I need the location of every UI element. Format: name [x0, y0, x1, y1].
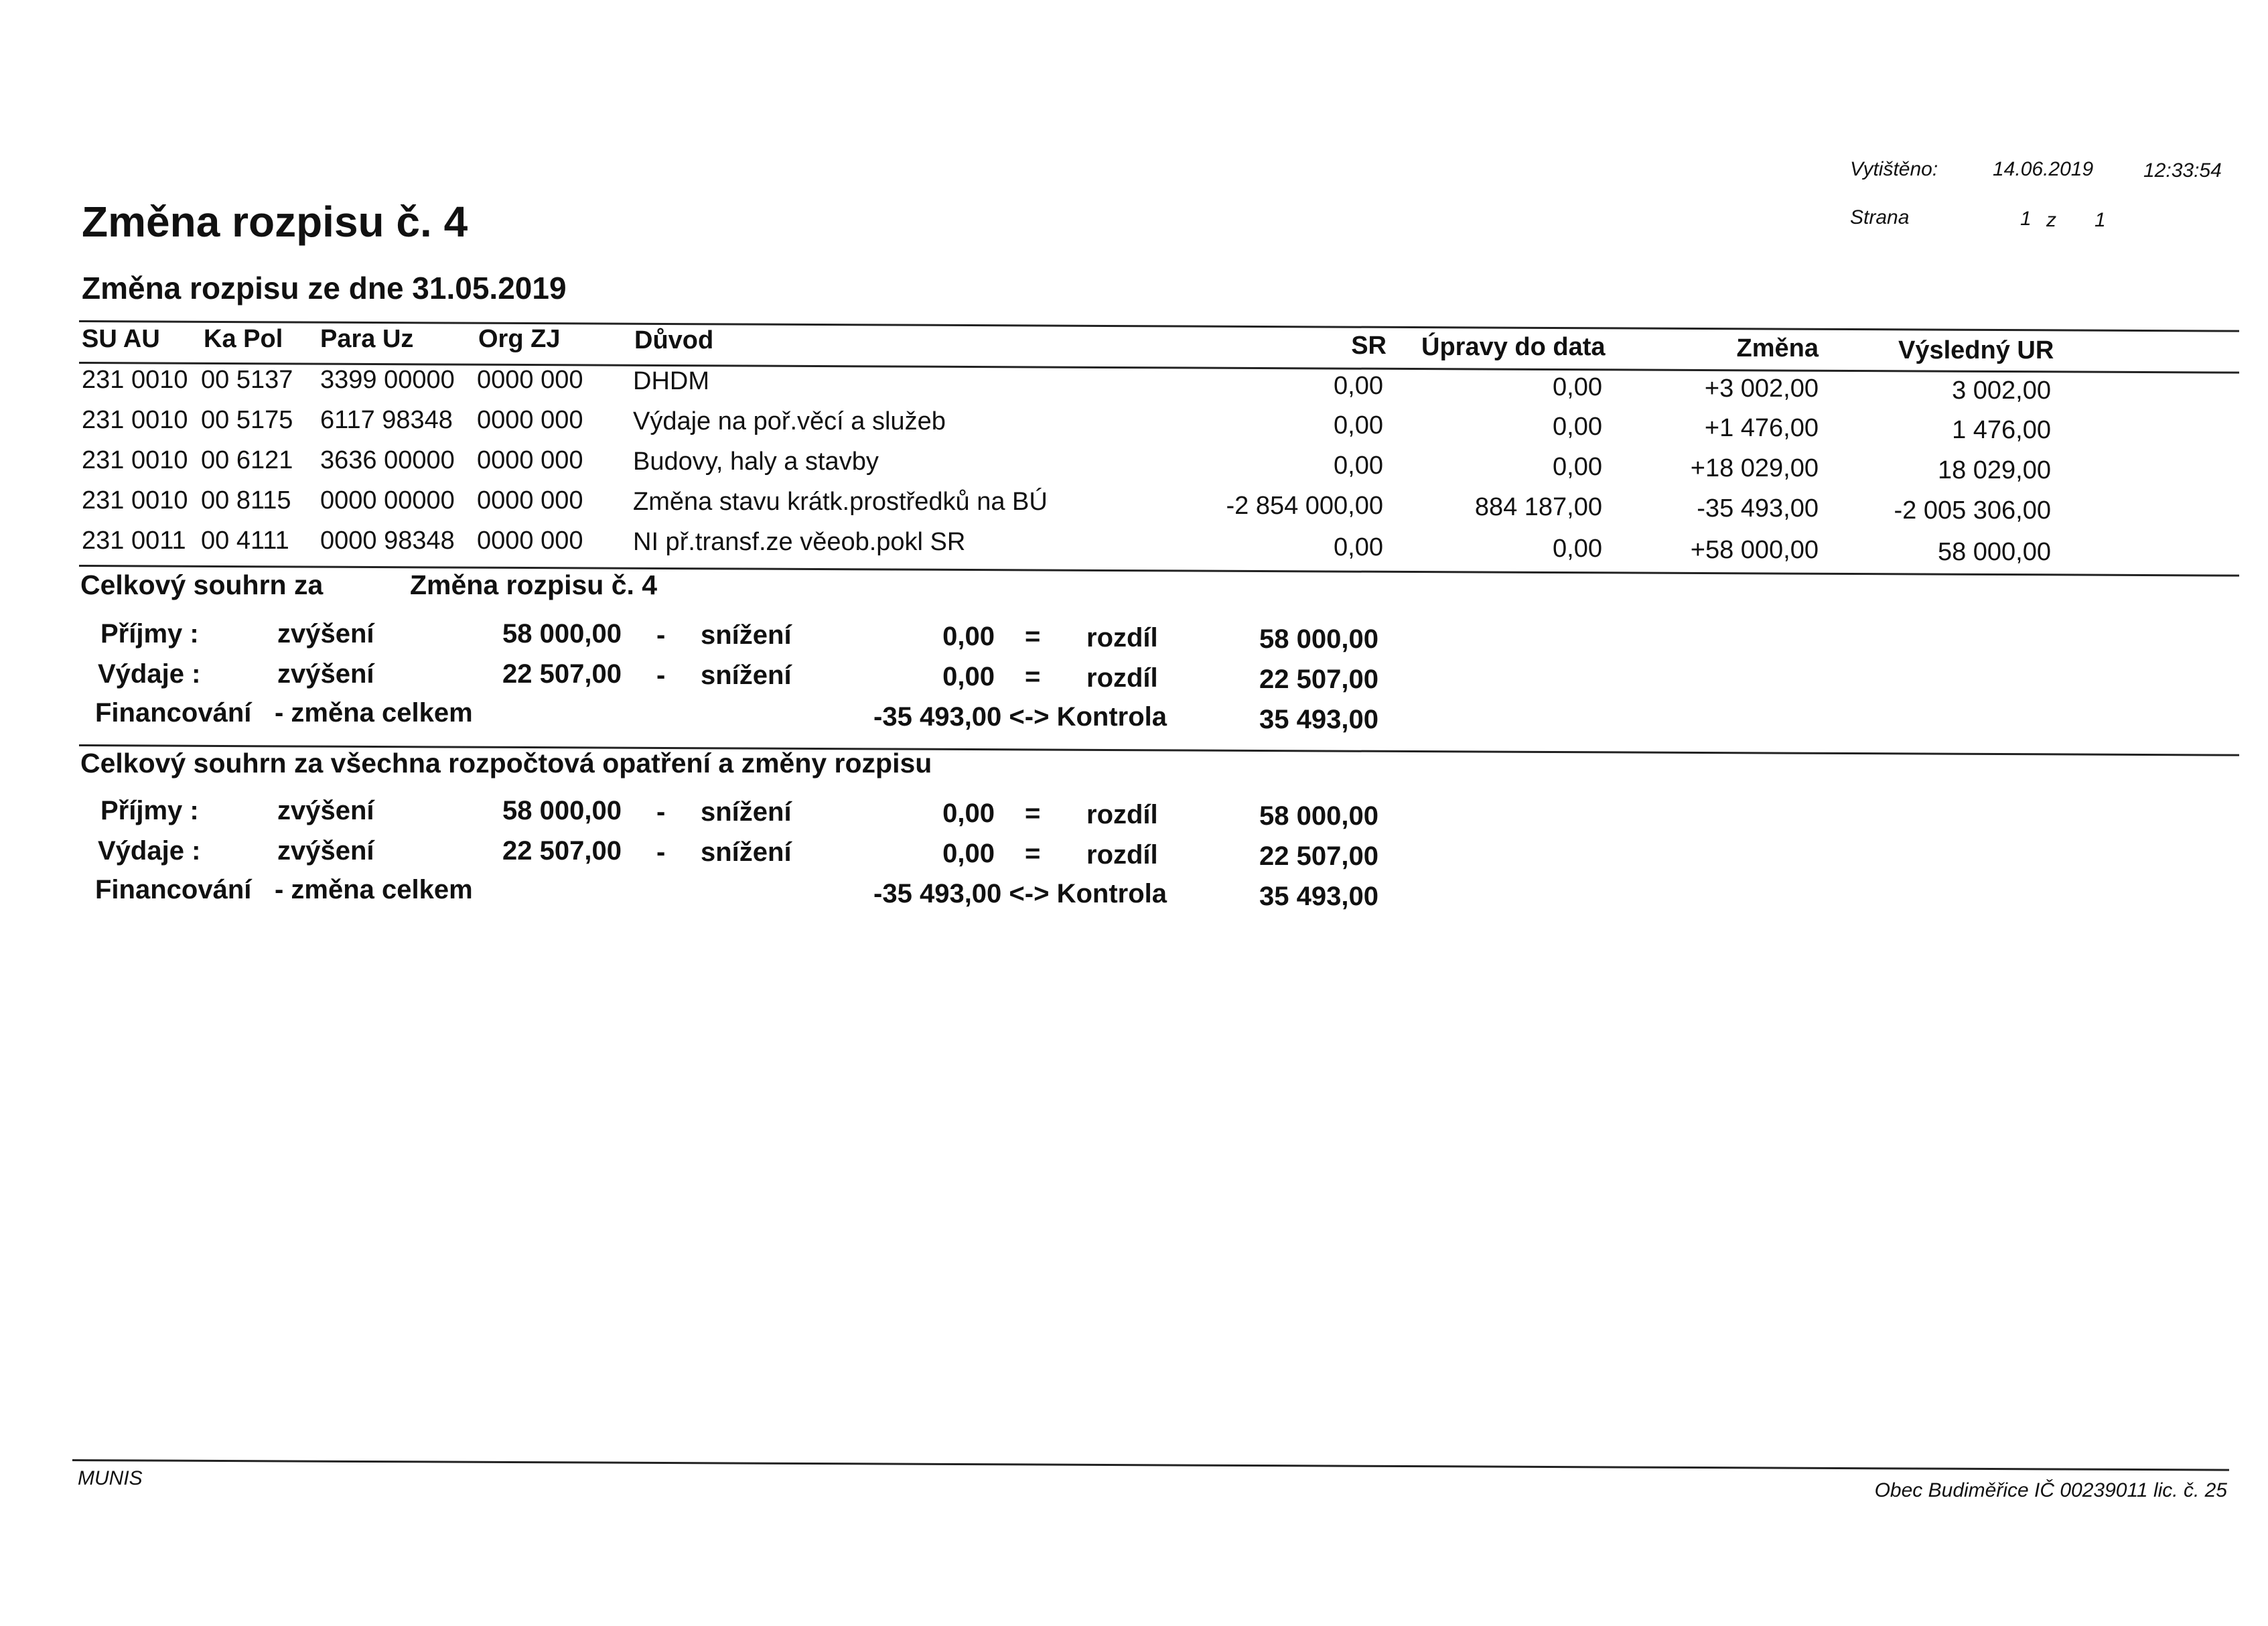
- prijmy-increase-label: zvýšení: [277, 796, 374, 825]
- vydaje-diff: 22 507,00: [1259, 665, 1378, 694]
- cell-zmena: +18 029,00: [1690, 454, 1819, 482]
- col-para-uz: Para Uz: [320, 325, 414, 353]
- footer-rule: [72, 1459, 2229, 1471]
- cell-vysledny: -2 005 306,00: [1894, 496, 2051, 525]
- prijmy-label: Příjmy :: [100, 796, 199, 825]
- vydaje-minus: -: [656, 661, 666, 690]
- col-org-zj: Org ZJ: [478, 325, 561, 353]
- prijmy-decrease: 0,00: [942, 622, 995, 651]
- vydaje-increase: 22 507,00: [502, 836, 622, 866]
- cell-org-zj: 0000 000: [477, 366, 583, 394]
- cell-org-zj: 0000 000: [477, 486, 583, 515]
- financovani-value: -35 493,00 <-> Kontrola: [873, 702, 1167, 732]
- cell-para-uz: 3636 00000: [320, 446, 455, 474]
- col-duvod: Důvod: [634, 326, 714, 354]
- vydaje-diff-label: rozdíl: [1086, 663, 1158, 693]
- cell-su-au: 231 0011: [82, 527, 186, 555]
- cell-zmena: +3 002,00: [1704, 375, 1819, 403]
- cell-upravy: 0,00: [1553, 453, 1602, 481]
- cell-ka-pol: 00 5175: [201, 406, 293, 434]
- cell-para-uz: 0000 00000: [320, 486, 455, 515]
- printed-date: 14.06.2019: [1993, 158, 2094, 180]
- printed-time: 12:33:54: [2143, 159, 2222, 182]
- cell-sr: -2 854 000,00: [1226, 492, 1383, 520]
- prijmy-increase-label: zvýšení: [277, 619, 374, 649]
- vydaje-increase-label: zvýšení: [277, 836, 374, 866]
- cell-org-zj: 0000 000: [477, 446, 583, 474]
- cell-org-zj: 0000 000: [477, 406, 583, 434]
- prijmy-label: Příjmy :: [100, 619, 199, 649]
- footer-software: MUNIS: [78, 1467, 143, 1489]
- col-upravy: Úpravy do data: [1421, 333, 1606, 361]
- cell-para-uz: 6117 98348: [320, 406, 453, 434]
- cell-para-uz: 0000 98348: [320, 527, 455, 555]
- cell-vysledny: 3 002,00: [1952, 377, 2051, 405]
- cell-ka-pol: 00 5137: [201, 366, 293, 394]
- vydaje-increase: 22 507,00: [502, 659, 622, 689]
- page-label: Strana: [1850, 206, 1910, 228]
- page-current: 1: [2020, 208, 2032, 230]
- cell-org-zj: 0000 000: [477, 527, 583, 555]
- financovani-label: Financování: [95, 698, 252, 728]
- prijmy-minus: -: [656, 620, 666, 650]
- cell-vysledny: 18 029,00: [1937, 456, 2051, 484]
- prijmy-increase: 58 000,00: [502, 796, 622, 825]
- vydaje-label: Výdaje :: [98, 836, 201, 866]
- financovani-label: Financování: [95, 875, 252, 904]
- prijmy-diff: 58 000,00: [1259, 624, 1378, 654]
- prijmy-diff: 58 000,00: [1259, 801, 1378, 831]
- vydaje-minus: -: [656, 837, 666, 867]
- cell-su-au: 231 0010: [82, 446, 188, 474]
- page-total: 1: [2095, 209, 2106, 231]
- footer-organization: Obec Budiměřice IČ 00239011 lic. č. 25: [1874, 1479, 2227, 1501]
- prijmy-increase: 58 000,00: [502, 619, 622, 649]
- financovani-change-label: - změna celkem: [275, 698, 473, 728]
- cell-upravy: 884 187,00: [1474, 493, 1602, 521]
- financovani-change-label: - změna celkem: [275, 875, 473, 904]
- financovani-value: -35 493,00 <-> Kontrola: [873, 879, 1167, 908]
- cell-ka-pol: 00 6121: [201, 446, 293, 474]
- prijmy-decrease: 0,00: [942, 799, 995, 828]
- cell-para-uz: 3399 00000: [320, 366, 455, 394]
- vydaje-decrease: 0,00: [942, 839, 995, 868]
- col-sr: SR: [1351, 332, 1387, 360]
- cell-duvod: Výdaje na poř.věcí a služeb: [633, 407, 946, 435]
- vydaje-label: Výdaje :: [98, 659, 201, 689]
- prijmy-equals: =: [1025, 622, 1041, 651]
- prijmy-diff-label: rozdíl: [1086, 623, 1158, 653]
- cell-duvod: DHDM: [633, 367, 709, 395]
- vydaje-decrease-label: snížení: [701, 837, 792, 867]
- vydaje-decrease-label: snížení: [701, 661, 792, 690]
- financovani-check: 35 493,00: [1259, 882, 1378, 911]
- prijmy-diff-label: rozdíl: [1086, 800, 1158, 829]
- col-vysledny: Výsledný UR: [1898, 336, 2054, 364]
- cell-sr: 0,00: [1334, 372, 1383, 400]
- cell-duvod: NI př.transf.ze věeob.pokl SR: [633, 528, 966, 556]
- cell-zmena: -35 493,00: [1697, 494, 1819, 523]
- vydaje-decrease: 0,00: [942, 662, 995, 691]
- cell-vysledny: 58 000,00: [1937, 538, 2051, 566]
- prijmy-minus: -: [656, 797, 666, 827]
- cell-zmena: +1 476,00: [1704, 414, 1819, 442]
- summary-heading-target: Změna rozpisu č. 4: [410, 569, 658, 600]
- col-su-au: SU AU: [82, 325, 160, 353]
- cell-su-au: 231 0010: [82, 406, 188, 434]
- prijmy-decrease-label: snížení: [701, 620, 792, 650]
- cell-upravy: 0,00: [1553, 535, 1602, 563]
- summary-total-heading: Celkový souhrn za všechna rozpočtová opatření a změny rozpisu: [80, 748, 932, 778]
- printed-label: Vytištěno:: [1850, 158, 1938, 180]
- vydaje-diff: 22 507,00: [1259, 841, 1378, 871]
- cell-upravy: 0,00: [1553, 413, 1602, 441]
- vydaje-diff-label: rozdíl: [1086, 840, 1158, 870]
- cell-upravy: 0,00: [1553, 373, 1602, 401]
- financovani-check: 35 493,00: [1259, 705, 1378, 734]
- cell-ka-pol: 00 8115: [201, 486, 291, 515]
- cell-sr: 0,00: [1334, 411, 1383, 439]
- vydaje-equals: =: [1025, 662, 1041, 691]
- summary-heading: Celkový souhrn za: [80, 569, 324, 600]
- cell-ka-pol: 00 4111: [201, 527, 289, 555]
- cell-su-au: 231 0010: [82, 366, 188, 394]
- col-ka-pol: Ka Pol: [204, 325, 283, 353]
- vydaje-equals: =: [1025, 839, 1041, 868]
- cell-vysledny: 1 476,00: [1952, 416, 2051, 444]
- prijmy-decrease-label: snížení: [701, 797, 792, 827]
- cell-duvod: Změna stavu krátk.prostředků na BÚ: [633, 488, 1048, 516]
- cell-zmena: +58 000,00: [1690, 536, 1819, 564]
- page-subtitle: Změna rozpisu ze dne 31.05.2019: [82, 271, 567, 306]
- cell-sr: 0,00: [1334, 452, 1383, 480]
- prijmy-equals: =: [1025, 799, 1041, 828]
- vydaje-increase-label: zvýšení: [277, 659, 374, 689]
- cell-sr: 0,00: [1334, 533, 1383, 561]
- cell-su-au: 231 0010: [82, 486, 188, 515]
- cell-duvod: Budovy, haly a stavby: [633, 448, 879, 476]
- page-title: Změna rozpisu č. 4: [82, 198, 468, 246]
- page-sep: z: [2046, 209, 2056, 231]
- col-zmena: Změna: [1736, 334, 1819, 362]
